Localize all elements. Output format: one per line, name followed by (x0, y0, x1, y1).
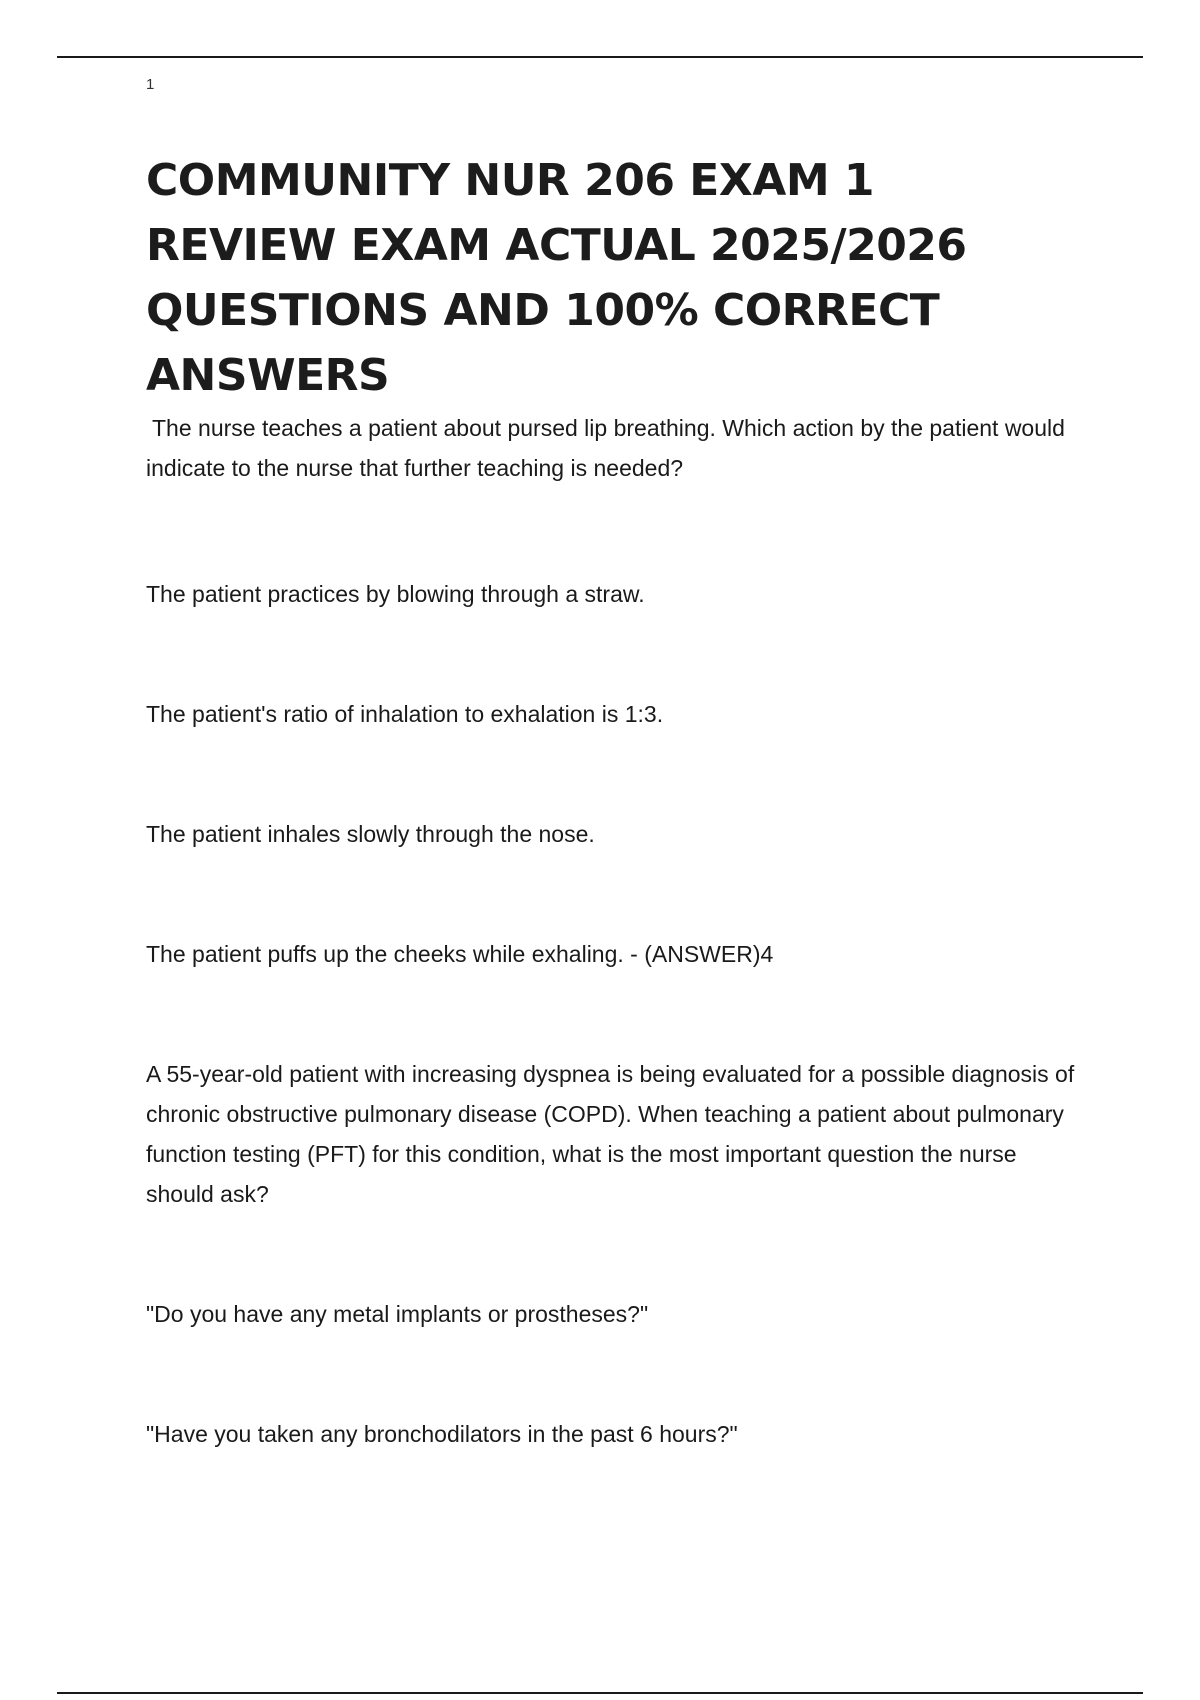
document-body (146, 148, 1076, 1454)
question-stem-text: The nurse teaches a patient about pursed lip breathing. Which action by the patient would indicate to the nurse that further teaching is needed? (146, 415, 1065, 481)
question-stem (146, 408, 1076, 488)
question-block (146, 408, 1076, 974)
document-title: COMMUNITY NUR 206 EXAM 1 REVIEW EXAM ACTUAL 2025/2026 QUESTIONS AND 100% CORRECT ANSWERS (146, 155, 967, 401)
answer-option: "Do you have any metal implants or prostheses?" (146, 1301, 649, 1327)
answer-option: The patient inhales slowly through the nose. (146, 821, 595, 847)
answer-option-with-key: The patient puffs up the cheeks while exhaling. - (ANSWER)4 (146, 941, 774, 967)
header-rule (57, 56, 1143, 58)
page-number: 1 (146, 76, 155, 93)
answer-option: The patient practices by blowing through a straw. (146, 581, 645, 607)
question-stem: A 55-year-old patient with increasing dyspnea is being evaluated for a possible diagnosis of chronic obstructive pulmonary disease (COPD). When teaching a patient about pulmonary function testing (PFT) for this condition, what is the most important question the nurse should ask? (146, 1061, 1075, 1207)
question-block (146, 1054, 1076, 1454)
answer-option: The patient's ratio of inhalation to exhalation is 1:3. (146, 701, 664, 727)
footer-rule (57, 1692, 1143, 1694)
answer-option: "Have you taken any bronchodilators in the past 6 hours?" (146, 1421, 738, 1447)
